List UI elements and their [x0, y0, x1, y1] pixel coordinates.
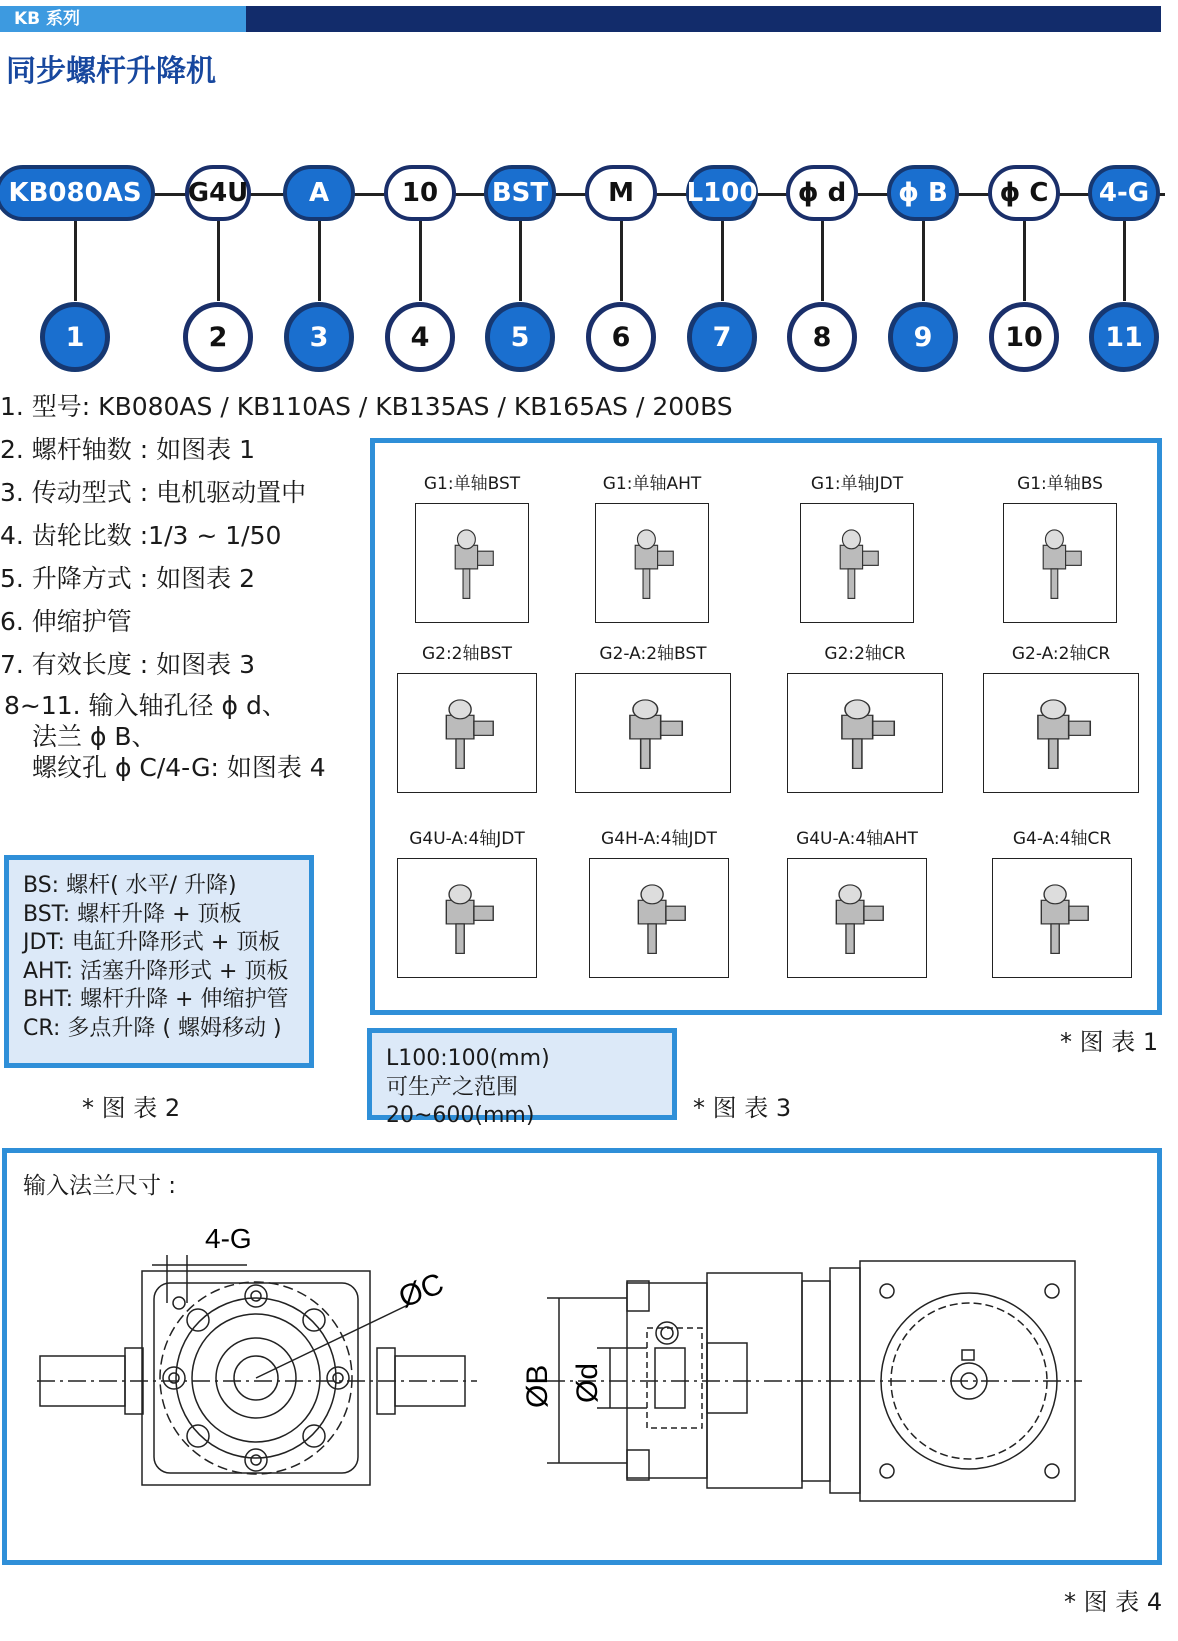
code-segment: 10 [384, 165, 456, 221]
config-label: G4-A:4轴CR [1012, 829, 1112, 849]
table4-note: * 图 表 4 [1064, 1588, 1163, 1616]
code-number-badge: 2 [183, 302, 253, 372]
spec-item: 1. 型号: KB080AS / KB110AS / KB135AS / KB165AS / 200BS [0, 392, 733, 421]
code-connector [1123, 221, 1126, 301]
jack-drawing-icon [788, 674, 942, 792]
config-cell [800, 473, 914, 623]
code-connector [721, 221, 724, 301]
config-label: G2-A:2轴BST [599, 644, 707, 664]
config-cell [575, 643, 731, 793]
code-connector [419, 221, 422, 301]
series-label: KB 系列 [14, 9, 81, 29]
config-cell [397, 643, 537, 793]
config-image-frame [397, 858, 537, 978]
code-number-badge: 8 [787, 302, 857, 372]
label-4g: 4-G [205, 1223, 252, 1254]
jack-drawing-icon [788, 859, 926, 977]
config-cell [983, 643, 1139, 793]
jack-drawing-icon [1004, 504, 1116, 622]
legend-line: JDT: 电缸升降形式 + 顶板 [23, 930, 281, 955]
code-connector [74, 221, 77, 301]
label-phi-c: ØC [394, 1267, 449, 1315]
length-line: 可生产之范围 20~600(mm) [386, 1074, 535, 1128]
config-cell [992, 828, 1132, 978]
axis-configuration-table [370, 438, 1162, 1015]
config-cell [787, 643, 943, 793]
jack-drawing-icon [590, 859, 728, 977]
code-segment: A [283, 165, 355, 221]
flange-title: 输入法兰尺寸 : [23, 1173, 177, 1199]
spec-item: 3. 传动型式 : 电机驱动置中 [0, 478, 307, 507]
flange-dimension-box [2, 1148, 1162, 1565]
code-segment: M [585, 165, 657, 221]
code-segment: G4U [185, 165, 251, 221]
jack-drawing-icon [984, 674, 1138, 792]
config-image-frame [992, 858, 1132, 978]
config-label: G4H-A:4轴JDT [601, 829, 717, 849]
spec-item: 2. 螺杆轴数 : 如图表 1 [0, 435, 255, 464]
config-image-frame [1003, 503, 1117, 623]
code-connector [821, 221, 824, 301]
config-image-frame [983, 673, 1139, 793]
jack-drawing-icon [993, 859, 1131, 977]
config-label: G4U-A:4轴AHT [796, 829, 918, 849]
code-number-badge: 6 [586, 302, 656, 372]
jack-drawing-icon [398, 674, 536, 792]
jack-drawing-icon [801, 504, 913, 622]
header-bar-dark [246, 6, 1161, 32]
code-number-badge: 11 [1089, 302, 1159, 372]
table3-note: * 图 表 3 [693, 1094, 792, 1122]
spec-sub: 法兰 ϕ B、 [32, 722, 157, 751]
code-segment: L100 [686, 165, 758, 221]
jack-drawing-icon [596, 504, 708, 622]
config-label: G1:单轴AHT [602, 474, 702, 494]
legend-line: BHT: 螺杆升降 + 伸缩护管 [23, 987, 289, 1012]
config-image-frame [800, 503, 914, 623]
page-title: 同步螺杆升降机 [6, 54, 216, 89]
config-label: G1:单轴BS [1017, 474, 1103, 494]
spec-sub: 螺纹孔 ϕ C/4-G: 如图表 4 [32, 753, 326, 782]
spec-item: 5. 升降方式 : 如图表 2 [0, 564, 255, 593]
jack-drawing-icon [416, 504, 528, 622]
jack-drawing-icon [576, 674, 730, 792]
config-label: G1:单轴BST [423, 474, 521, 494]
code-number-badge: 1 [40, 302, 110, 372]
config-cell [415, 473, 529, 623]
code-segment: ϕ d [786, 165, 858, 221]
spec-item: 7. 有效长度 : 如图表 3 [0, 650, 255, 679]
legend-line: CR: 多点升降 ( 螺姆移动 ) [23, 1015, 282, 1041]
lifting-type-legend [4, 855, 314, 1068]
spec-item: 4. 齿轮比数 :1/3 ~ 1/50 [0, 521, 282, 550]
config-label: G2:2轴BST [421, 644, 513, 664]
code-segment: BST [484, 165, 556, 221]
legend-line: BS: 螺杆( 水平/ 升降) [23, 873, 237, 898]
code-number-badge: 10 [989, 302, 1059, 372]
table2-note: * 图 表 2 [82, 1094, 181, 1122]
config-image-frame [575, 673, 731, 793]
code-segment: KB080AS [0, 165, 155, 221]
code-number-badge: 9 [888, 302, 958, 372]
code-number-badge: 4 [385, 302, 455, 372]
config-label: G2-A:2轴CR [1011, 644, 1111, 664]
flange-drawing [7, 1153, 1157, 1560]
effective-length-box [367, 1028, 677, 1128]
code-connector [620, 221, 623, 301]
code-connector [318, 221, 321, 301]
code-number-badge: 7 [687, 302, 757, 372]
config-cell [589, 828, 729, 978]
spec-sub: 8~11. 输入轴孔径 ϕ d、 [4, 691, 287, 720]
table1-note: * 图 表 1 [1060, 1028, 1159, 1056]
config-image-frame [589, 858, 729, 978]
length-line: L100:100(mm) [386, 1046, 550, 1071]
code-number-badge: 5 [485, 302, 555, 372]
code-segment: 4-G [1088, 165, 1160, 221]
code-connector [217, 221, 220, 301]
label-phi-d: Ød [571, 1362, 604, 1403]
config-cell [595, 473, 709, 623]
config-cell [1003, 473, 1117, 623]
config-label: G1:单轴JDT [810, 474, 904, 494]
config-label: G4U-A:4轴JDT [409, 829, 525, 849]
config-image-frame [397, 673, 537, 793]
config-cell [397, 828, 537, 978]
config-cell [787, 828, 927, 978]
config-image-frame [415, 503, 529, 623]
legend-line: BST: 螺杆升降 + 顶板 [23, 901, 242, 927]
code-segment: ϕ B [887, 165, 959, 221]
label-phi-b: ØB [521, 1364, 554, 1408]
config-image-frame [595, 503, 709, 623]
code-segment: ϕ C [988, 165, 1060, 221]
legend-line: AHT: 活塞升降形式 + 顶板 [23, 958, 289, 984]
config-image-frame [787, 673, 943, 793]
code-connector [1023, 221, 1026, 301]
code-number-badge: 3 [284, 302, 354, 372]
config-image-frame [787, 858, 927, 978]
jack-drawing-icon [398, 859, 536, 977]
code-connector [922, 221, 925, 301]
config-label: G2:2轴CR [824, 644, 906, 664]
spec-item: 6. 伸缩护管 [0, 607, 132, 636]
code-connector [519, 221, 522, 301]
